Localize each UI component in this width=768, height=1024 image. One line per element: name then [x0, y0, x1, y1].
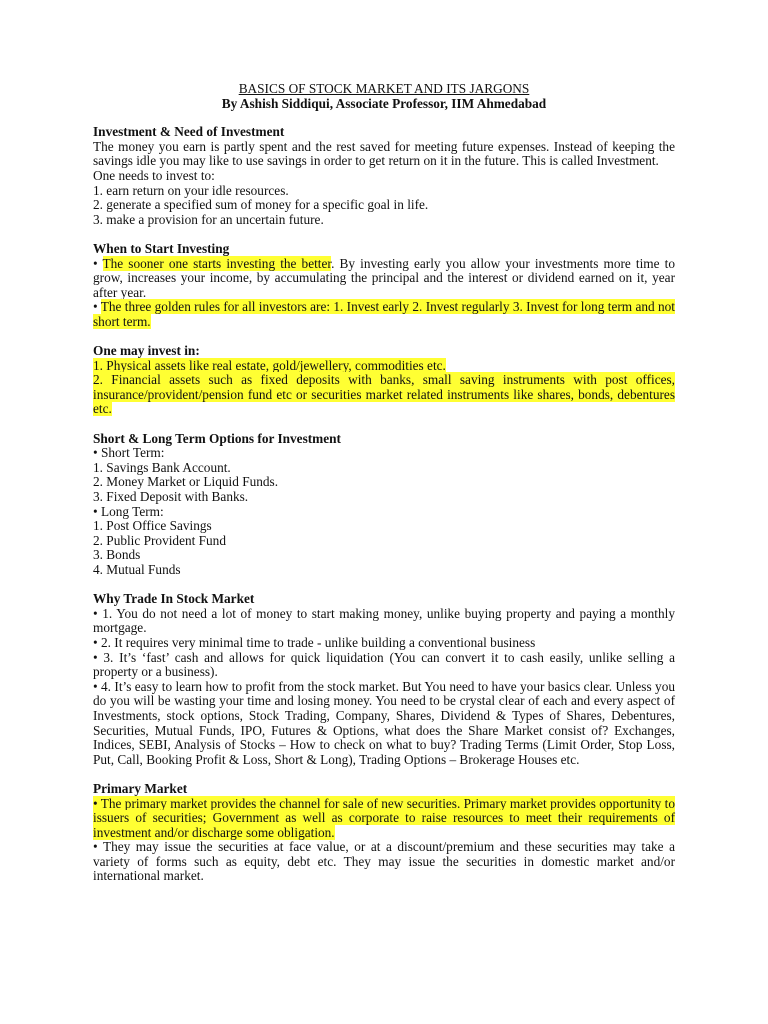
highlighted-text: 2. Financial assets such as fixed deposits with banks, small saving instruments with post offices, insurance/provident/pension fund etc or securities market related instruments like shares, bonds, debentures etc.	[93, 372, 675, 417]
list-item: 3. make a provision for an uncertain future.	[93, 211, 324, 227]
list-item: 4. Mutual Funds	[93, 562, 181, 577]
section-heading: One may invest in:	[93, 343, 200, 359]
section-when-to-start	[93, 242, 675, 330]
section-heading: Why Trade In Stock Market	[93, 591, 255, 607]
section-term-options	[93, 432, 675, 578]
highlighted-text: The sooner one starts investing the better	[102, 255, 332, 271]
list-item	[93, 359, 675, 374]
list-item: 3. Fixed Deposit with Banks.	[93, 489, 249, 505]
bullet-marker: •	[93, 255, 103, 271]
list-item: 1. Post Office Savings	[93, 518, 212, 534]
bullet-paragraph: • They may issue the securities at face value, or at a discount/premium and these securities may take a variety of forms such as equity, debt etc. They may issue the securities in domestic market and/or international market.	[93, 839, 675, 884]
list-intro: One needs to invest to:	[93, 167, 215, 183]
bullet-paragraph	[93, 257, 675, 301]
bullet-paragraph: • 3. It’s ‘fast’ cash and allows for quick liquidation (You can convert it to cash easily, unlike selling a property or a business).	[93, 649, 675, 680]
bullet-paragraph: • 4. It’s easy to learn how to profit from the stock market. But You need to have your basics clear. Unless you do you will be wasting your time and losing money. You need to be crystal clear of each and every aspect of Investments, stock options, Stock Trading, Company, Shares, Dividend & Types of Shares, Debentures, Securities, Mutual Funds, IPO, Futures & Options, what does the Share Market consist of? Exchanges, Indices, SEBI, Analysis of Stocks – How to check on what to buy? Trading Terms (Limit Order, Stop Loss, Put, Call, Booking Profit & Loss, Short & Long), Trading Options – Brokerage Houses etc.	[93, 678, 675, 767]
paragraph-text: . By investing early you allow your investments more time to grow, increases your income, by accumulating the principal and the interest or dividend earned on it, year after year.	[93, 255, 675, 300]
highlighted-text: • The primary market provides the channel for sale of new securities. Primary market provides opportunity to issuers of securities; Government as well as corporate to raise resources to meet their requirements of investment and/or discharge some obligation.	[93, 795, 675, 840]
bullet-paragraph: • 2. It requires very minimal time to trade - unlike building a conventional business	[93, 634, 536, 650]
list-item	[93, 373, 675, 417]
section-why-trade	[93, 592, 675, 767]
section-invest-in	[93, 344, 675, 417]
document-page	[93, 82, 675, 899]
list-item: 1. earn return on your idle resources.	[93, 182, 289, 198]
document-byline: By Ashish Siddiqui, Associate Professor, IIM Ahmedabad	[221, 95, 547, 111]
list-item: 2. generate a specified sum of money for a specific goal in life.	[93, 197, 429, 213]
list-item: 1. Savings Bank Account.	[93, 459, 231, 475]
section-primary-market	[93, 782, 675, 884]
list-label: • Long Term:	[93, 503, 164, 519]
section-heading: Short & Long Term Options for Investment	[93, 430, 341, 446]
section-heading: When to Start Investing	[93, 240, 230, 256]
list-label: • Short Term:	[93, 445, 165, 461]
section-heading: Primary Market	[93, 780, 188, 796]
highlighted-text: The three golden rules for all investors are: 1. Invest early 2. Invest regularly 3. Invest for long term and not short term.	[93, 299, 675, 329]
bullet-paragraph: • 1. You do not need a lot of money to start making money, unlike buying property and paying a monthly mortgage.	[93, 605, 675, 636]
list-item: 2. Public Provident Fund	[93, 532, 226, 548]
paragraph: The money you earn is partly spent and the rest saved for meeting future expenses. Instead of keeping the savings idle you may like to use savings in order to get return on it in the future. This is called Investment.	[93, 138, 675, 169]
list-item: 3. Bonds	[93, 547, 141, 563]
bullet-paragraph	[93, 797, 675, 841]
bullet-marker: •	[93, 299, 101, 315]
section-heading: Investment & Need of Investment	[93, 124, 285, 140]
section-investment	[93, 125, 675, 227]
highlighted-text: 1. Physical assets like real estate, gold/jewellery, commodities etc.	[93, 357, 446, 373]
bullet-paragraph	[93, 300, 675, 329]
list-item: 2. Money Market or Liquid Funds.	[93, 474, 279, 490]
document-title: BASICS OF STOCK MARKET AND ITS JARGONS	[238, 81, 530, 96]
